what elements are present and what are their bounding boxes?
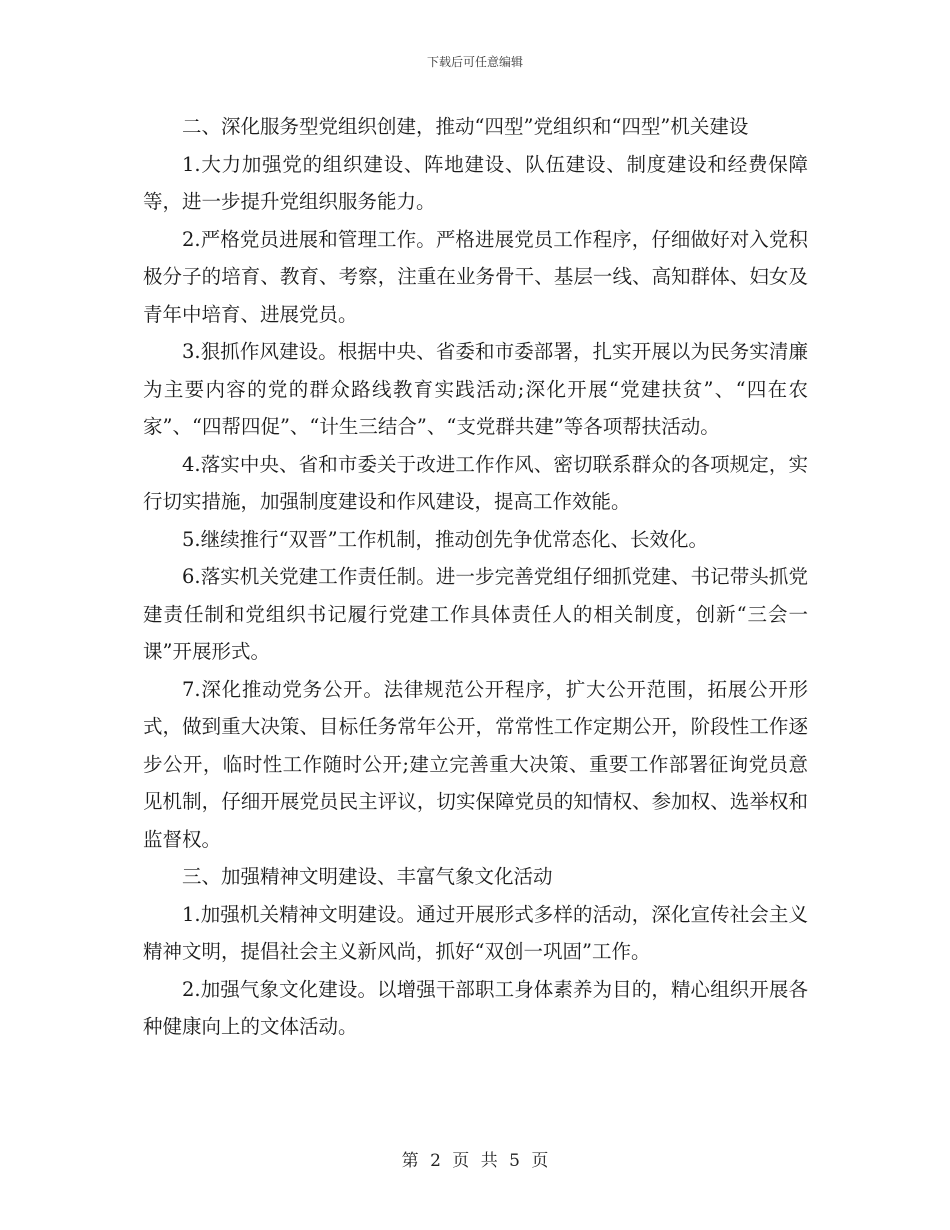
document-body bbox=[143, 108, 808, 1046]
paragraph-item: 6.落实机关党建工作责任制。进一步完善党组仔细抓党建、书记带头抓党建责任制和党组织书记履行党建工作具体责任人的相关制度，创新“三会一课”开展形式。 bbox=[143, 565, 808, 663]
paragraph-item: 4.落实中央、省和市委关于改进工作作风、密切联系群众的各项规定，实行切实措施，加强制度建设和作风建设，提高工作效能。 bbox=[143, 452, 808, 513]
page-footer: 第 2 页 共 5 页 bbox=[401, 1151, 549, 1171]
paragraph-item: 7.深化推动党务公开。法律规范公开程序，扩大公开范围，拓展公开形式，做到重大决策、目标任务常年公开，常常性工作定期公开，阶段性工作逐步公开，临时性工作随时公开;建立完善重大决策、重要工作部署征询党员意见机制，仔细开展党员民主评议，切实保障党员的知情权、参加权、选举权和监督权。 bbox=[143, 677, 808, 851]
paragraph-item: 2.加强气象文化建设。以增强干部职工身体素养为目的，精心组织开展各种健康向上的文体活动。 bbox=[143, 977, 808, 1038]
paragraph-item: 1.大力加强党的组织建设、阵地建设、队伍建设、制度建设和经费保障等，进一步提升党组织服务能力。 bbox=[143, 152, 808, 213]
section-heading-2: 二、深化服务型党组织创建，推动“四型”党组织和“四型”机关建设 bbox=[182, 115, 749, 138]
section-heading-3: 三、加强精神文明建设、丰富气象文化活动 bbox=[182, 865, 553, 888]
paragraph-item: 5.继续推行“双晋”工作机制，推动创先争优常态化、长效化。 bbox=[182, 527, 709, 551]
paragraph-item: 2.严格党员进展和管理工作。严格进展党员工作程序，仔细做好对入党积极分子的培育、教育、考察，注重在业务骨干、基层一线、高知群体、妇女及青年中培育、进展党员。 bbox=[143, 227, 808, 326]
paragraph-item: 3.狠抓作风建设。根据中央、省委和市委部署，扎实开展以为民务实清廉为主要内容的党的群众路线教育实践活动;深化开展“党建扶贫”、“四在农家”、“四帮四促”、“计生三结合”、“支党群共建”等各项帮扶活动。 bbox=[143, 340, 808, 438]
page-header: 下载后可任意编辑 bbox=[426, 55, 523, 69]
paragraph-item: 1.加强机关精神文明建设。通过开展形式多样的活动，深化宣传社会主义精神文明，提倡社会主义新风尚，抓好“双创一巩固”工作。 bbox=[143, 902, 808, 963]
